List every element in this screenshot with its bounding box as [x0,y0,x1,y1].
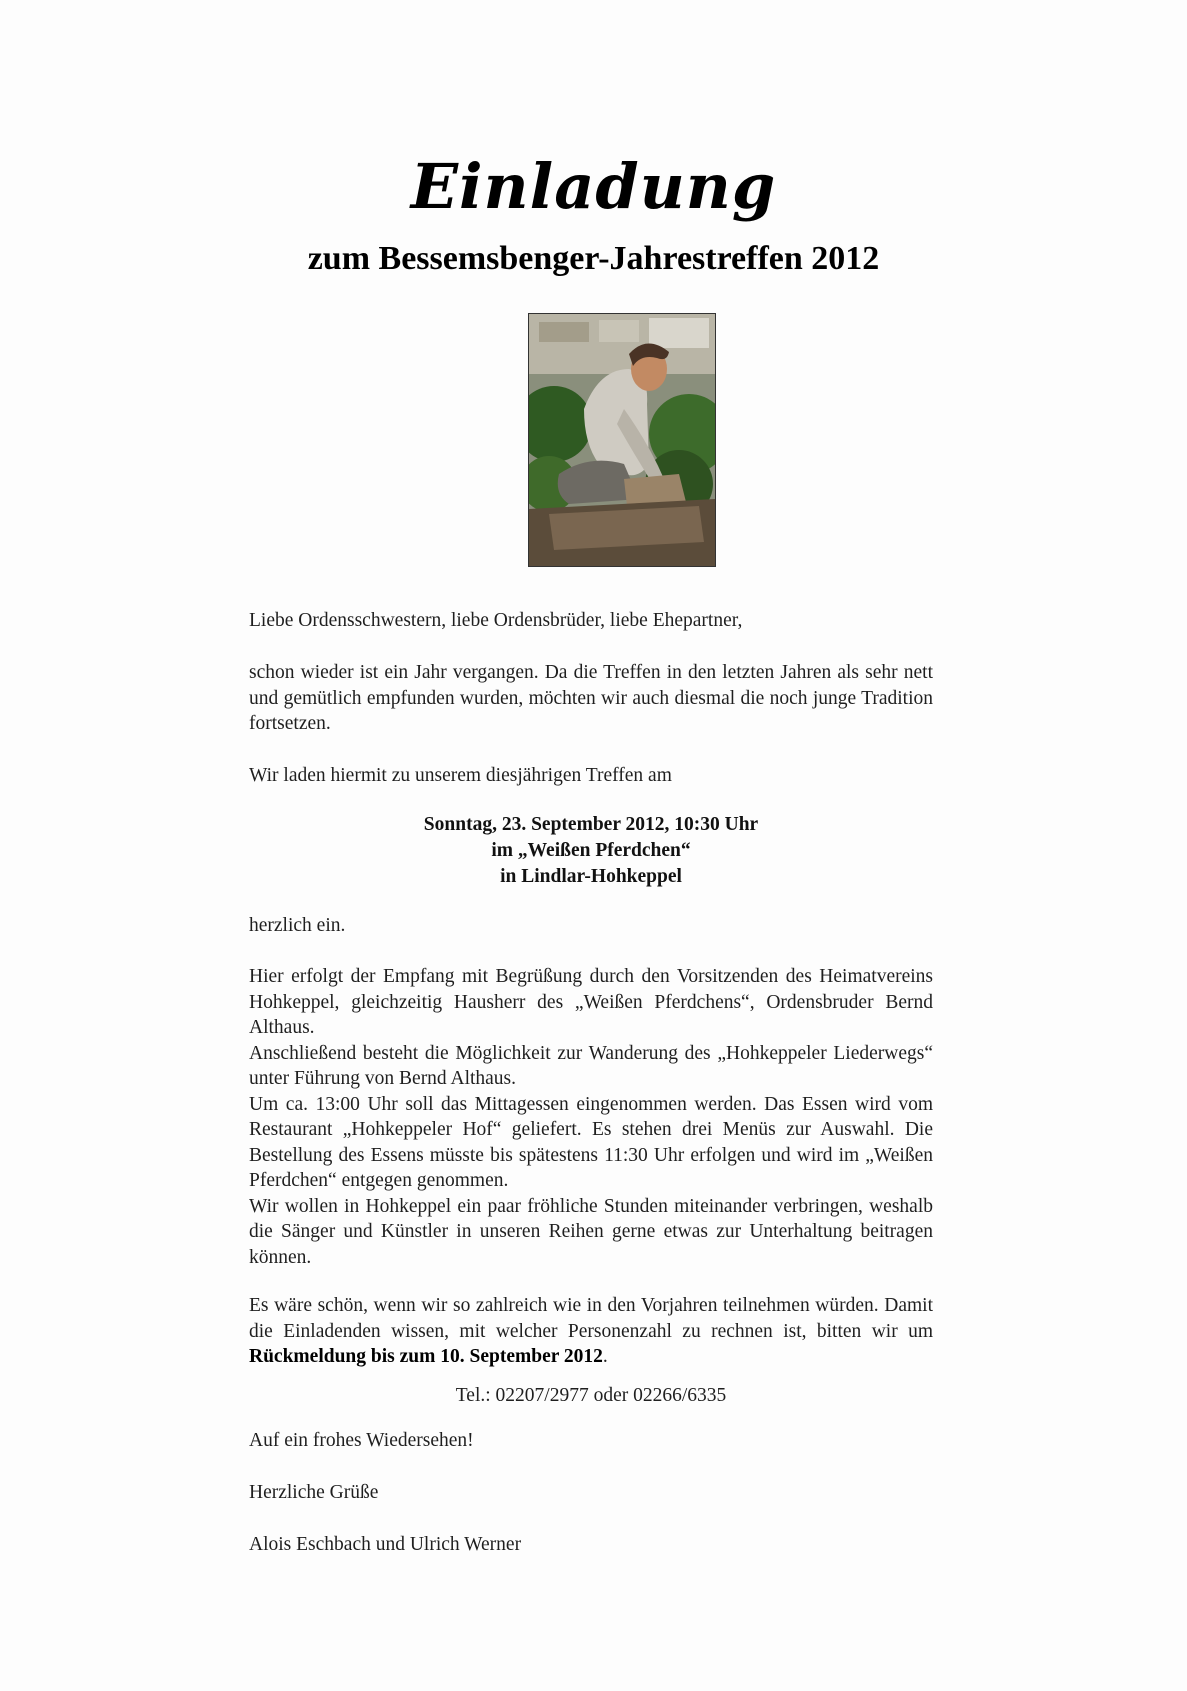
program-reception: Hier erfolgt der Empfang mit Begrüßung durch den Vorsitzenden des Heimatvereins Hohkeppel, gleichzeitig Hausherr des „Weißen Pferdchens“, Ordensbruder Bernd Althaus. [249,966,933,1038]
rsvp-deadline: Rückmeldung bis zum 10. September 2012 [249,1346,603,1367]
signature [249,1532,933,1558]
phone-line [249,1383,933,1409]
invite-close-text: herzlich ein. [249,915,346,936]
page-subtitle: zum Bessemsbenger-Jahrestreffen 2012 [307,240,880,277]
greeting [249,1480,933,1506]
signature-text: Alois Eschbach und Ulrich Werner [249,1534,522,1555]
invite-close [249,913,933,939]
farewell-text: Auf ein frohes Wiedersehen! [249,1430,474,1451]
farewell [249,1428,933,1454]
greeting-text: Herzliche Grüße [249,1482,379,1503]
program-paragraph [249,964,933,1270]
program-entertainment: Wir wollen in Hohkeppel ein paar fröhliche Stunden miteinander verbringen, weshalb die Sänger und Künstler in unseren Reihen gerne etwas zur Unterhaltung beitragen können. [249,1195,933,1268]
phone-numbers: Tel.: 02207/2977 oder 02266/6335 [455,1385,727,1406]
page-title: Einladung [410,150,777,223]
rsvp-text-start: Es wäre schön, wenn wir so zahlreich wie in den Vorjahren teilnehmen würden. Damit die Einladenden wissen, mit welcher Personenzahl zu rechnen ist, bitten wir um [249,1295,933,1342]
carved-wooden-figure-photo [528,313,716,567]
event-date-time: Sonntag, 23. September 2012, 10:30 Uhr [423,814,759,835]
invite-line [249,763,933,789]
rsvp-text-end: . [602,1346,608,1367]
event-place: in Lindlar-Hohkeppel [500,866,682,887]
event-details [249,812,933,890]
rsvp-paragraph [249,1293,933,1370]
program-lunch: Um ca. 13:00 Uhr soll das Mittagessen eingenommen werden. Das Essen wird vom Restaurant „Hohkeppeler Hof“ geliefert. Es stehen drei Menüs zur Auswahl. Die Bestellung des Essens müsste bis spätestens 11:30 Uhr erfolgen und wird im „Weißen Pferdchen“ entgegen genommen. [249,1093,933,1191]
program-hike: Anschließend besteht die Möglichkeit zur Wanderung des „Hohkeppeler Liederwegs“ unter Führung von Bernd Althaus. [249,1042,933,1089]
intro-paragraph [249,660,933,737]
event-venue: im „Weißen Pferdchen“ [491,840,691,861]
salutation-text: Liebe Ordensschwestern, liebe Ordensbrüder, liebe Ehepartner, [249,610,743,631]
invite-line-text: Wir laden hiermit zu unserem diesjährigen Treffen am [249,765,672,786]
rsvp-text [249,1293,933,1370]
salutation [249,608,933,634]
intro-text: schon wieder ist ein Jahr vergangen. Da die Treffen in den letzten Jahren als sehr nett und gemütlich empfunden wurden, möchten wir auch diesmal die noch junge Tradition fortsetzen. [249,662,933,734]
